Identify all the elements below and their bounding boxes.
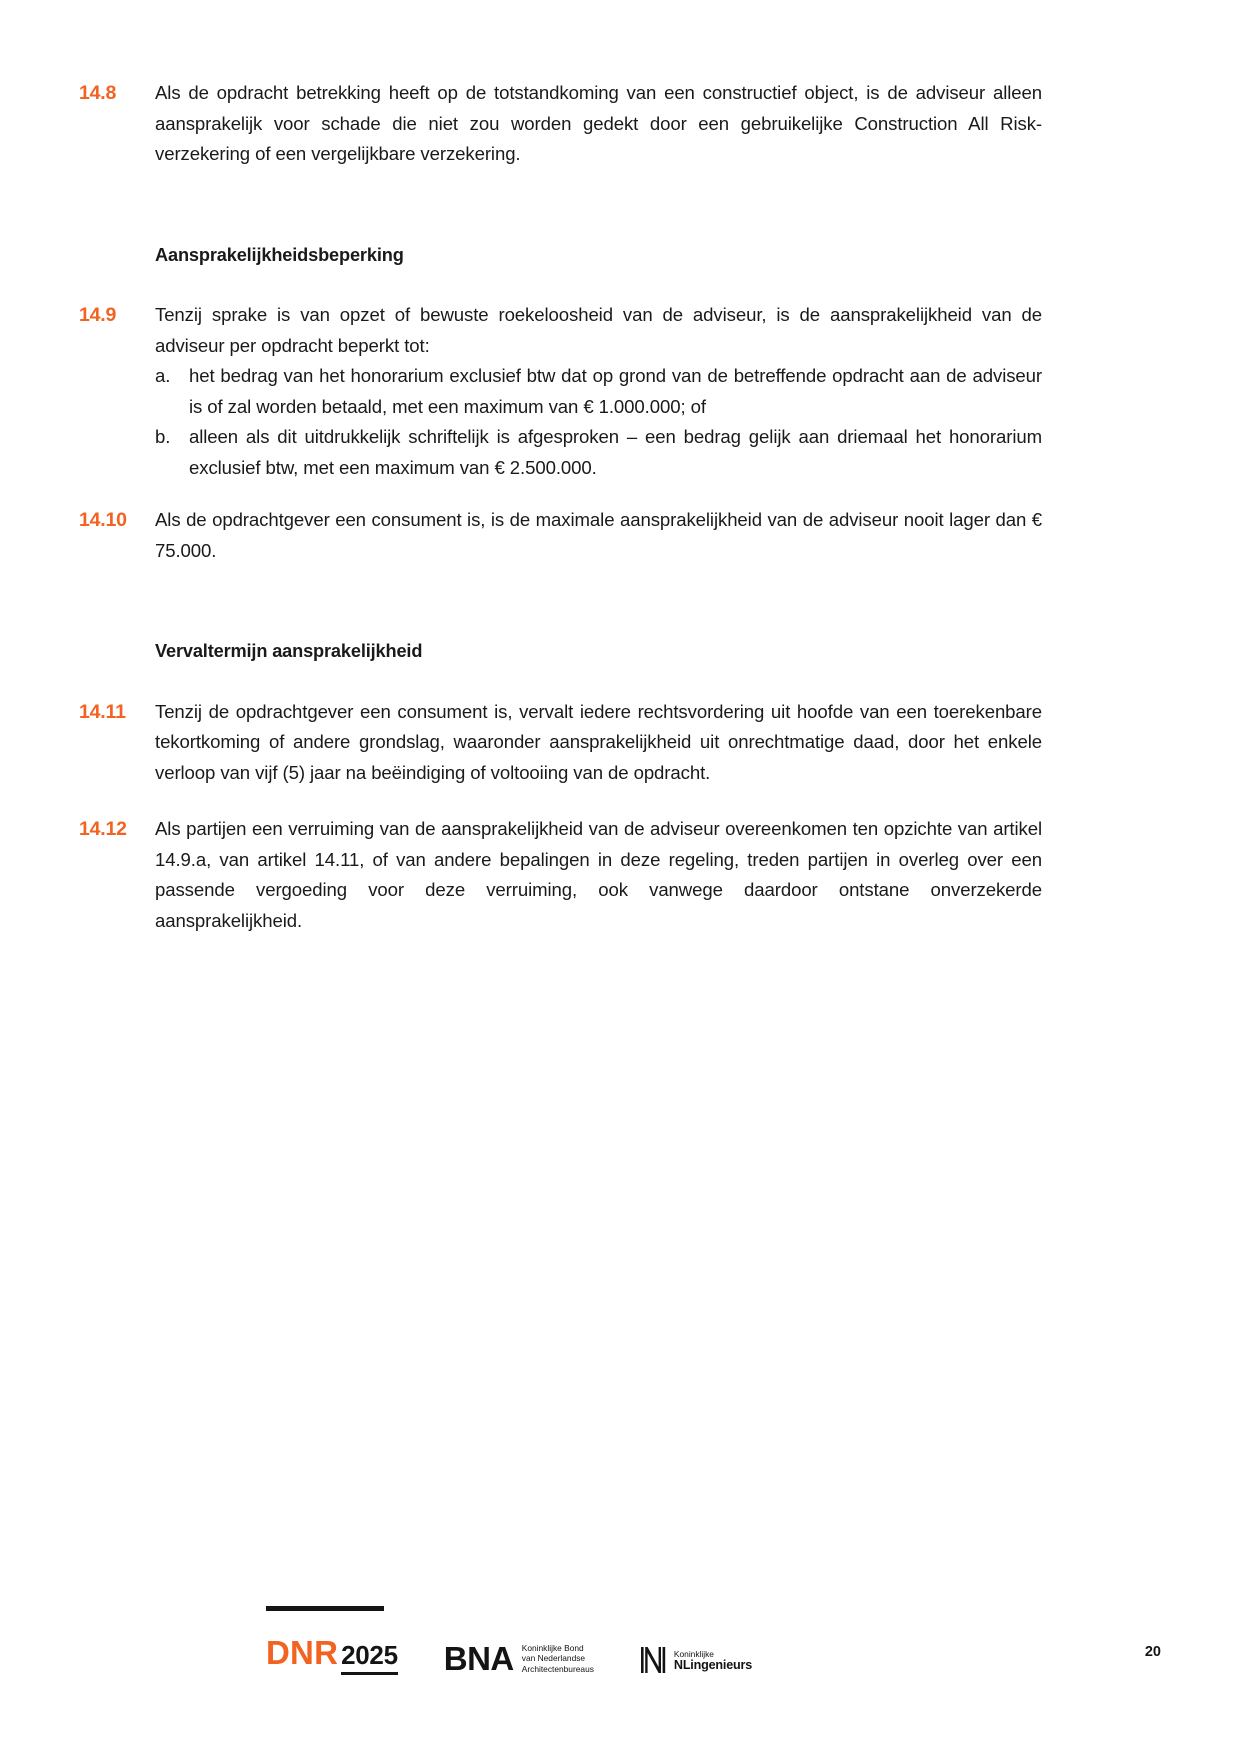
article-number: 14.12 [79, 818, 127, 840]
bna-logo [444, 1642, 594, 1675]
footer-logos [266, 1636, 752, 1675]
section-heading-row-liability-limitation [0, 240, 1240, 271]
spacer [0, 592, 1240, 636]
section-heading-row-expiry-period [0, 636, 1240, 667]
page-footer [0, 1584, 1240, 1754]
nlingenieurs-logo-small: Koninklijke [673, 1649, 714, 1659]
article-14-11 [0, 697, 1240, 789]
article-number: 14.11 [79, 700, 126, 723]
footer-divider-rule [266, 1606, 384, 1611]
bna-logo-subtitle [522, 1643, 594, 1675]
nlingenieurs-logo-name: NLingenieurs [673, 1658, 752, 1672]
article-text [155, 505, 1240, 566]
article-14-10 [0, 505, 1240, 566]
article-number: 14.8 [79, 82, 117, 104]
article-text [155, 697, 1240, 789]
spacer [0, 196, 1240, 240]
article-paragraph: Als partijen een verruiming van de aansprakelijkheid van de adviseur overeenkomen ten opzichte van artikel 14.9.a, van artikel 14.11, of van andere bepalingen in deze regeling, treden partijen in overleg over een passende vergoeding voor deze verruiming, ook vanwege daardoor ontstane onverzekerde aansprakelijkheid. [155, 818, 1042, 931]
section-heading-liability-limitation: Aansprakelijkheidsbeperking [155, 244, 404, 265]
list-item-text: alleen als dit uitdrukkelijk schriftelijk is afgesproken – een bedrag gelijk aan driemaal het honorarium exclusief btw, met een maximum van € 2.500.000. [189, 426, 1042, 478]
list-item [155, 361, 1042, 422]
article-number: 14.10 [79, 509, 127, 531]
article-paragraph: Als de opdrachtgever een consument is, is de maximale aansprakelijkheid van de adviseur nooit lager dan € 75.000. [155, 509, 1042, 561]
spacer [0, 667, 1240, 697]
list-item-marker: b. [155, 426, 171, 447]
article-paragraph: Tenzij de opdrachtgever een consument is, vervalt iedere rechtsvordering uit hoofde van een toerekenbare tekortkoming of andere grondslag, waaronder aansprakelijkheid uit onrechtmatige daad, door het enkele verloop van vijf (5) jaar na beëindiging of voltooiing van de opdracht. [155, 700, 1042, 783]
article-number: 14.9 [79, 304, 117, 326]
list-item [155, 422, 1042, 483]
article-14-8 [0, 78, 1240, 170]
nlingenieurs-logo [640, 1645, 752, 1675]
dnr-logo-year-wrap [341, 1642, 398, 1675]
lettered-list [155, 361, 1042, 483]
dnr-logo-year: 2025 [341, 1640, 398, 1670]
dnr-logo-name: DNR [266, 1634, 339, 1671]
article-14-12 [0, 814, 1240, 936]
nlingenieurs-mark-icon [640, 1645, 666, 1675]
bna-logo-name: BNA [443, 1640, 514, 1677]
list-item-marker: a. [155, 365, 171, 386]
nlingenieurs-logo-text [674, 1649, 752, 1671]
spacer [0, 270, 1240, 300]
article-paragraph: Tenzij sprake is van opzet of bewuste roekeloosheid van de adviseur, is de aansprakelijkheid van de adviseur per opdracht beperkt tot: [155, 304, 1042, 356]
page-number: 20 [1144, 1644, 1161, 1660]
article-text [155, 300, 1240, 483]
article-text [155, 78, 1240, 170]
list-item-text: het bedrag van het honorarium exclusief btw dat op grond van de betreffende opdracht aan de adviseur is of zal worden betaald, met een maximum van € 1.000.000; of [189, 365, 1042, 417]
section-heading-expiry-period: Vervaltermijn aansprakelijkheid [155, 641, 423, 661]
bna-subtitle-line-3: Architectenbureaus [521, 1663, 594, 1674]
article-text [155, 814, 1240, 936]
dnr-logo-year-underline [341, 1672, 398, 1675]
dnr-logo [266, 1636, 398, 1675]
bna-subtitle-line-2: van Nederlandse [521, 1653, 586, 1664]
bna-subtitle-line-1: Koninklijke Bond [521, 1642, 584, 1653]
article-14-9 [0, 300, 1240, 483]
article-paragraph: Als de opdracht betrekking heeft op de totstandkoming van een constructief object, is de adviseur alleen aansprakelijk voor schade die niet zou worden gedekt door een gebruikelijke Construction All Risk-verzekering of een vergelijkbare verzekering. [155, 82, 1042, 164]
